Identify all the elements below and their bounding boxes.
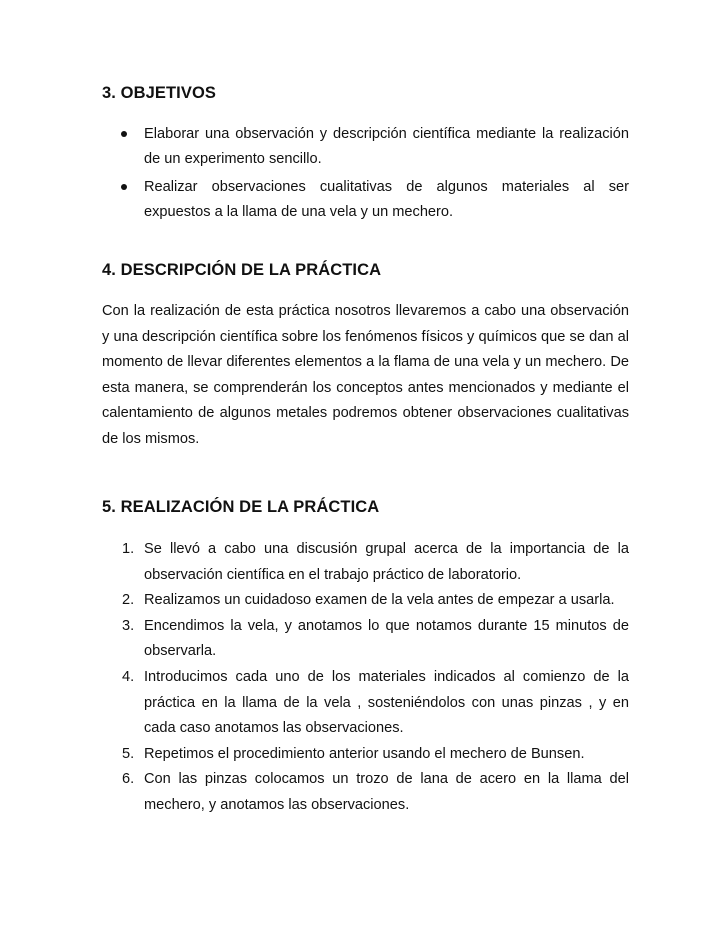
step-number: 4. [122,668,135,685]
procedure-step [122,537,629,588]
section-heading-objetivos: 3. OBJETIVOS [102,84,216,102]
step-number: 6. [122,771,135,788]
objective-item [144,122,629,171]
objective-text: Realizar observaciones cualitativas de algunos materiales al ser expuestos a la llama de una vela y un mechero. [144,179,629,220]
step-text: Realizamos un cuidadoso examen de la vela antes de empezar a usarla. [144,592,615,609]
step-text: Con las pinzas colocamos un trozo de lana de acero en la llama del mechero, y anotamos las observaciones. [144,771,629,813]
section-heading-descripcion: 4. DESCRIPCIÓN DE LA PRÁCTICA [102,261,382,279]
objectives-list [0,122,728,224]
section-heading-realizacion: 5. REALIZACIÓN DE LA PRÁCTICA [102,498,380,516]
description-paragraph: Con la realización de esta práctica nosotros llevaremos a cabo una observación y una descripción científica sobre los fenómenos físicos y químicos que se dan al momento de llevar diferentes elementos a la flama de una vela y un mechero. De esta manera, se comprenderán los conceptos antes mencionados y mediante el calentamiento de algunos metales podremos obtener observaciones cualitativas de los mismos. [102,303,629,447]
step-number: 1. [122,541,135,557]
procedure-step [122,614,629,665]
procedure-step [122,665,629,742]
bullet-icon [121,131,127,137]
procedure-step [122,588,629,614]
procedure-step [122,742,629,768]
step-number: 3. [122,617,135,634]
step-text: Repetimos el procedimiento anterior usando el mechero de Bunsen. [144,745,585,762]
step-text: Encendimos la vela, y anotamos lo que notamos durante 15 minutos de observarla. [144,617,629,660]
procedure-steps-list [0,537,728,819]
step-number: 2. [122,592,135,609]
step-text: Se llevó a cabo una discusión grupal acerca de la importancia de la observación científica en el trabajo práctico de laboratorio. [144,541,629,583]
step-number: 5. [122,745,135,762]
bullet-icon [121,184,127,190]
step-text: Introducimos cada uno de los materiales indicados al comienzo de la práctica en la llama de la vela , sosteniéndolos con unas pinzas , y en cada caso anotamos las observaciones. [144,668,629,737]
objective-item [144,175,629,224]
procedure-step [122,767,629,818]
objective-text: Elaborar una observación y descripción científica mediante la realización de un experimento sencillo. [144,126,629,167]
